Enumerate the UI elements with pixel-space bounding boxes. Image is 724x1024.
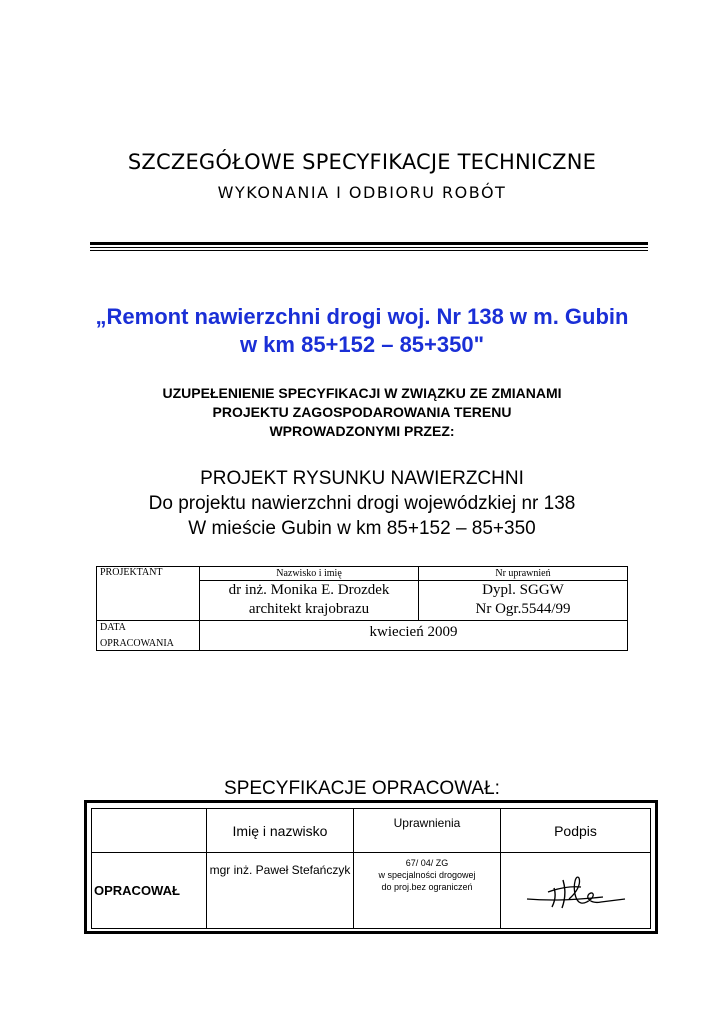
col-permissions-header: Uprawnienia [354,809,501,853]
supplement-line3: WPROWADZONYMI PRZEZ: [269,423,455,439]
permissions-line3: do proj.bez ograniczeń [381,882,473,892]
permissions-line2: w specjalności drogowej [378,870,476,880]
permissions-line1: 67/ 04/ ZG [405,858,449,868]
document-title: SZCZEGÓŁOWE SPECYFIKACJE TECHNICZNE [127,150,597,174]
designer-table [96,566,628,651]
drawing-project-line1: PROJEKT RYSUNKU NAWIERZCHNI [200,468,524,489]
signature-table-frame [84,800,658,934]
document-subtitle: WYKONANIA I ODBIORU ROBÓT [217,183,507,202]
project-title-line2: w km 85+152 – 85+350" [239,332,485,357]
signature-cell [501,853,651,929]
divider-rule-top [90,242,648,245]
row-label-opracowal: OPRACOWAŁ [92,853,207,929]
supplement-line2: PROJEKTU ZAGOSPODAROWANIA TERENU [212,404,512,420]
drawing-project-line2: Do projektu nawierzchni drogi wojewódzkiej nr 138 [148,493,576,514]
name-header: Nazwisko i imię [200,567,419,581]
signature-icon [521,866,631,916]
author-permissions [354,853,501,929]
date-label-line2: OPRACOWANIA [100,638,174,649]
designer-permit-cell [419,581,628,621]
project-title-line1: „Remont nawierzchni drogi woj. Nr 138 w m. Gubin [95,304,629,329]
permit-line1: Dypl. SGGW [482,582,564,598]
signature-table [91,808,651,929]
permit-header: Nr uprawnień [419,567,628,581]
designer-name: dr inż. Monika E. Drozdek [228,582,390,598]
supplement-line1: UZUPEŁENIENIE SPECYFIKACJI W ZWIĄZKU ZE ZMIANAMI [162,385,562,401]
empty-header-cell [92,809,207,853]
col-name-header: Imię i nazwisko [207,809,354,853]
divider-rule-bottom [90,250,648,251]
designer-label: PROJEKTANT [100,567,163,578]
drawing-project-line3: W mieście Gubin w km 85+152 – 85+350 [188,518,536,539]
designer-name-cell [200,581,419,621]
designer-label-cell [97,567,200,621]
date-value: kwiecień 2009 [200,621,628,651]
date-label-line1: DATA [100,622,126,633]
col-signature-header: Podpis [501,809,651,853]
divider-rule-middle [90,247,648,248]
author-name: mgr inż. Paweł Stefańczyk [207,853,354,929]
specification-heading: SPECYFIKACJE OPRACOWAŁ: [224,778,500,799]
date-label-cell [97,621,200,651]
permit-line2: Nr Ogr.5544/99 [475,601,571,617]
designer-role: architekt krajobrazu [248,601,370,617]
